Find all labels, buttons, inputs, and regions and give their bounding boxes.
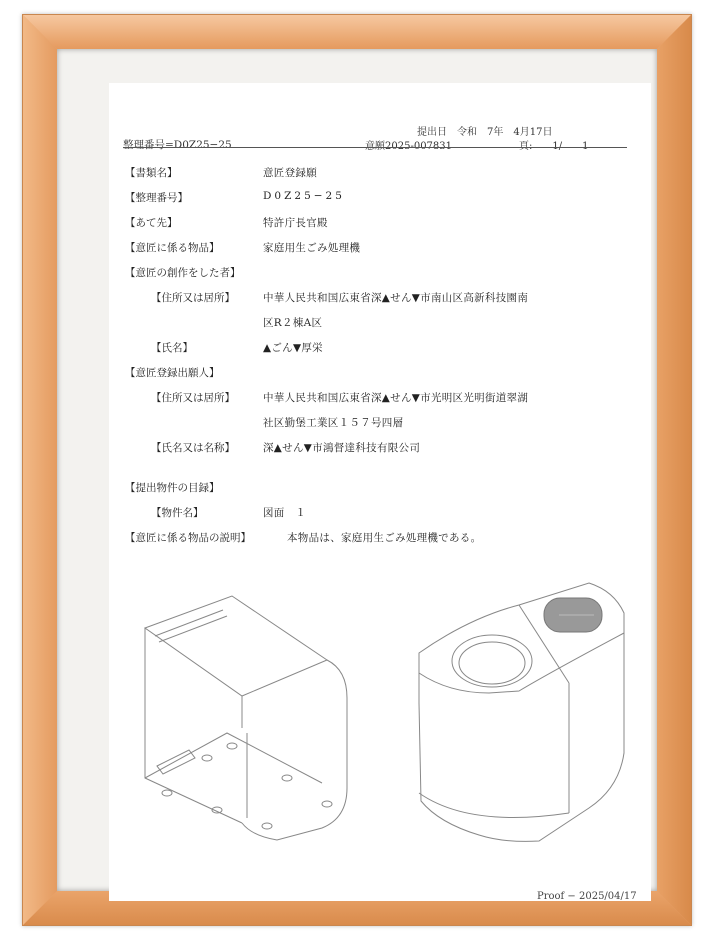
applicant-address-line2: 社区勤堡工業区１５７号四層 <box>263 417 404 429</box>
applicant-name: 深▲せん▼市鴻督達科技有限公司 <box>263 442 421 454</box>
frame-top-bevel <box>23 15 691 49</box>
description-text: 本物品は、家庭用生ごみ処理機である。 <box>287 532 482 544</box>
header-rule <box>123 147 627 148</box>
submission-item-value: 図面 １ <box>263 507 307 519</box>
frame-left-bevel <box>23 15 57 925</box>
field-label-article: 【意匠に係る物品】 <box>125 242 220 254</box>
applicant-address-line1: 中華人民共和国広東省深▲せん▼市光明区光明街道翠湖 <box>263 392 529 404</box>
submission-section-heading: 【提出物件の目録】 <box>125 482 220 494</box>
application-number: 意願2025-007831 <box>365 141 453 152</box>
creator-address-line2: 区R２棟A区 <box>263 317 323 329</box>
frame-mat <box>57 49 657 902</box>
applicant-section-heading: 【意匠登録出願人】 <box>125 367 220 379</box>
reference-number: 整理番号=D0Z25−25 <box>123 139 232 151</box>
product-drawing-top-view <box>409 573 639 843</box>
field-value-article: 家庭用生ごみ処理機 <box>263 242 361 254</box>
filing-date: 提出日 令和 7年 4月17日 <box>417 127 553 138</box>
field-label-document-name: 【書類名】 <box>125 167 178 179</box>
applicant-address-label: 【住所又は居所】 <box>151 392 235 404</box>
creator-section-heading: 【意匠の創作をした者】 <box>125 267 241 279</box>
product-drawing-bottom-view <box>137 578 377 838</box>
picture-frame <box>22 14 692 926</box>
document-page <box>109 83 651 901</box>
field-label-addressee: 【あて先】 <box>125 217 178 229</box>
creator-name: ▲ごん▼厚栄 <box>263 342 323 354</box>
creator-address-label: 【住所又は居所】 <box>151 292 235 304</box>
field-value-document-name: 意匠登録願 <box>263 167 317 179</box>
submission-item-label: 【物件名】 <box>151 507 204 519</box>
applicant-name-label: 【氏名又は名称】 <box>151 442 235 454</box>
proof-stamp: Proof − 2025/04/17 <box>537 891 637 902</box>
creator-name-label: 【氏名】 <box>151 342 193 354</box>
creator-address-line1: 中華人民共和国広東省深▲せん▼市南山区高新科技園南 <box>263 292 529 304</box>
page-number: 頁: 1/ 1 <box>519 141 589 152</box>
field-value-addressee: 特許庁長官殿 <box>263 217 328 229</box>
frame-right-bevel <box>657 15 691 925</box>
field-value-ref-number: D0Z25−25 <box>263 190 345 202</box>
description-label: 【意匠に係る物品の説明】 <box>125 532 251 544</box>
field-label-ref-number: 【整理番号】 <box>125 192 188 204</box>
